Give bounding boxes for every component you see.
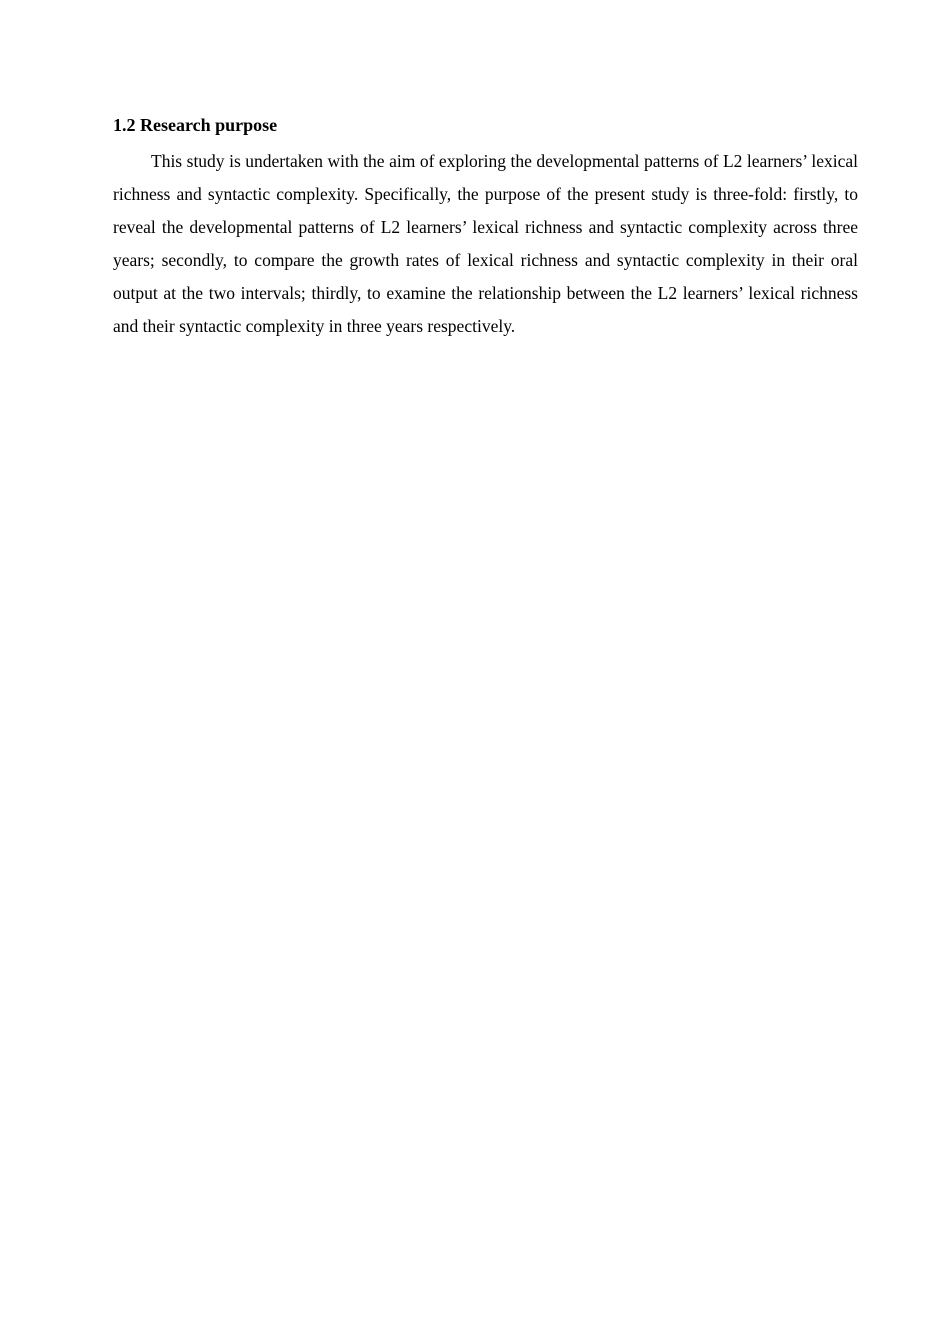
page-content xyxy=(113,112,858,343)
section-heading: 1.2 Research purpose xyxy=(113,115,278,135)
body-paragraph: This study is undertaken with the aim of exploring the developmental patterns of L2 learners’ lexical richness and syntactic complexity. Specifically, the purpose of the present study is three-fold: firstly, to reveal the developmental patterns of L2 learners’ lexical richness and syntactic complexity across three years; secondly, to compare the growth rates of lexical richness and syntactic complexity in their oral output at the two intervals; thirdly, to examine the relationship between the L2 learners’ lexical richness and their syntactic complexity in three years respectively. xyxy=(113,151,858,336)
